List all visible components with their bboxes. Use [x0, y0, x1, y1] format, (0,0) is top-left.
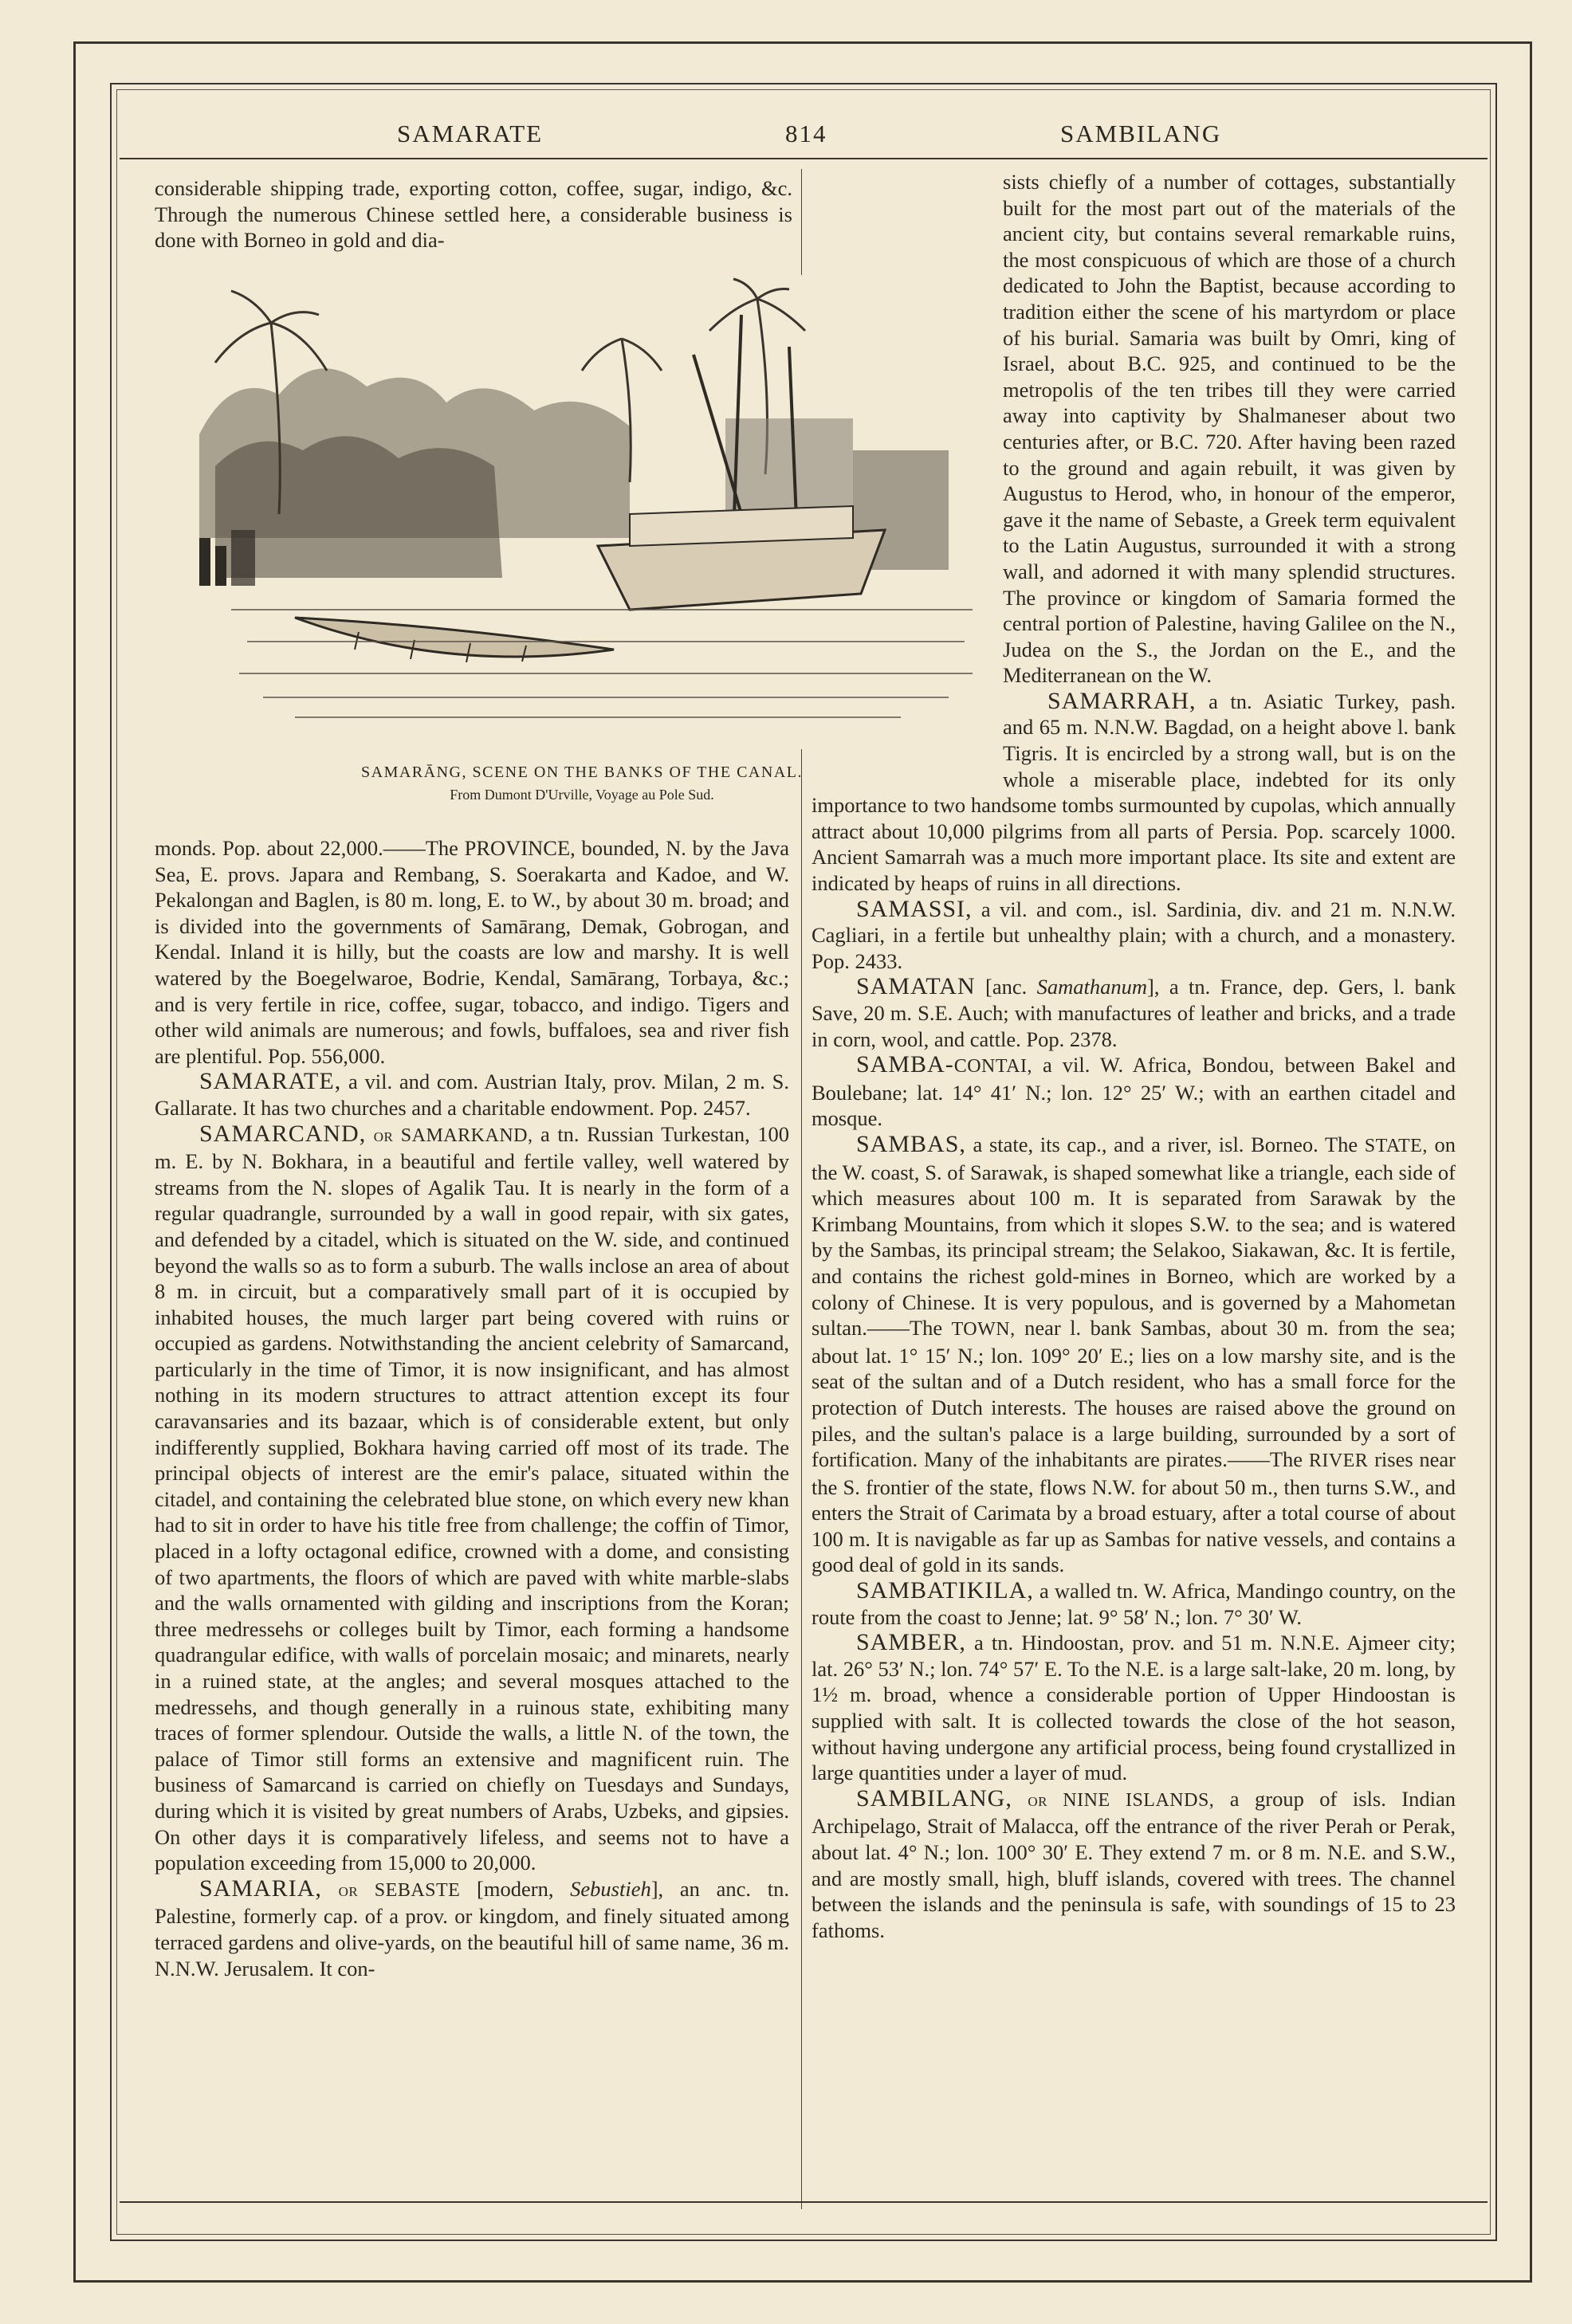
headword-sambilang: SAMBILANG, [856, 1784, 1012, 1812]
samatan-text: , a tn. France, dep. Gers, l. bank Save, 20 m. S.E. Auch; with manufactures of leather and bricks, and a trade in corn, wool, and cattle. Pop. 2378. [812, 975, 1456, 1051]
left-column-body [155, 835, 789, 1981]
headword-samarcand: SAMARCAND, [199, 1120, 367, 1147]
samaria-text: Palestine, formerly cap. of a prov. or kingdom, and finely situated among terraced gardens and olive-yards, on the beautiful hill of same name, 36 m. N.N.W. Jerusalem. It con- [155, 1904, 789, 1981]
samber-text: a tn. Hindoostan, prov. and 51 m. N.N.E. Ajmeer city; lat. 26° 53′ N.; lon. 74° 57′ E. To the N.E. is a large salt-lake, 20 m. long, by 1½ m. broad, whence a considerable portion of Upper Hindoostan is supplied with salt. It is collected towards the close of the hot season, without having undergone any artificial process, being found crystallized in large quantities under a layer of mud. [812, 1631, 1456, 1785]
sambas-text-a: a state, its cap., and a river, isl. Borneo. The [965, 1132, 1365, 1156]
sambas-text-c: near l. bank Sambas, about 30 m. from the sea; about lat. 1° 15′ N.; lon. 109° 20′ E.; lies on a low marshy site, and is the seat of the sultan and of a Dutch resident, who has a small force for the protection of Dutch interests. The houses are raised above the ground on piles, and the sultan's palace is a large building, surrounded by a sort of fortification. Many of the inhabitants are pirates.——The [812, 1316, 1456, 1472]
headword-samarrah: SAMARRAH, [1047, 687, 1197, 714]
samarrah-text: a tn. Asiatic Turkey, pash. and 65 m. N.N.W. Bagdad, on a height above l. bank Tigris. It is encircled by a strong wall, but is on the whole a miserable place, indebted for its only importance to two handsome tombs surmounted by cupolas, which annually attract about 10,000 pilgrims from all parts of Persia. Pop. scarcely 1000. Ancient Samarrah was a much more important place. Its site and extent are indicated by heaps of ruins in all directions. [812, 689, 1456, 896]
samatan-ancient-name: Samathanum [1036, 975, 1148, 999]
entry-samarcand [155, 1121, 789, 1876]
page-number: 814 [785, 120, 827, 147]
right-column-body [812, 169, 1456, 1943]
headword-samatan: SAMATAN [856, 973, 976, 1000]
sambas-text-d: rises near the S. frontier of the state, flows N.W. for about 50 m., then turns S.W., and enters the Strait of Carimata by a broad estuary, after a total course of about 100 m. It is navigable as far up as Sambas for native vessels, and contains a good deal of gold in its sands. [812, 1447, 1456, 1577]
samarang-province-text: monds. Pop. about 22,000.——The PROVINCE, bounded, N. by the Java Sea, E. provs. Japara and Rembang, S. Soerakarta and Kadoe, and W. Pekalongan and Baglen, is 80 m. long, E. to W., by about 30 m. broad; and is divided into the governments of Samārang, Demak, Gobrogan, and Kendal. Inland it is hilly, but the coasts are low and marshy. It is well watered by the Boegelwaroe, Bodrie, Kendal, Samārang, Torbaya, &c.; and is very fertile in rice, coffee, sugar, tobacco, and indigo. Tigers and other wild animals are numerous; and fowls, buffaloes, sea and river fish are plentiful. Pop. 556,000. [155, 836, 789, 1068]
entry-sambas [812, 1132, 1456, 1578]
headword-samaria: SAMARIA, [199, 1875, 322, 1902]
sambas-state-label: STATE, [1364, 1135, 1428, 1156]
headword-samassi: SAMASSI, [856, 895, 973, 922]
sambilang-text: a group of isls. Indian Archipelago, Strait of Malacca, off the entrance of the river Perah or Perak, about lat. 4° N.; lon. 100° 30′ E. They extend 7 m. or 8 m. N.E. and S.W., and are mostly small, high, bluff islands, covered with trees. The channel between the islands and the peninsula is safe, with soundings of 15 to 23 fathoms. [812, 1786, 1456, 1942]
caption-source: From Dumont D'Urville, Voyage au Pole Sud. [450, 787, 714, 803]
entry-samassi [812, 897, 1456, 975]
sambatikila-text: a walled tn. W. Africa, Mandingo country, on the route from the coast to Jenne; lat. 9° 58′ N.; lon. 7° 30′ W. [812, 1579, 1456, 1629]
entry-samaria: SAMARIA, or SEBASTE [modern, Sebustieh], an anc. tn. Palestine, formerly cap. of a prov. or kingdom, and finely situated among terraced gardens and olive-yards, on the beautiful hill of same name, 36 m. N.N.W. Jerusalem. It con- [155, 1875, 789, 1981]
entry-sambilang [812, 1786, 1456, 1944]
entry-sambatikila [812, 1578, 1456, 1630]
header-right-word: SAMBILANG [1060, 120, 1222, 147]
left-column-intro [155, 175, 792, 253]
headword-samba: SAMBA- [856, 1051, 954, 1078]
header-left-word: SAMARATE [397, 120, 544, 147]
header-rule [120, 158, 1488, 159]
sambas-river-label: RIVER [1308, 1451, 1369, 1472]
headword-samber: SAMBER, [856, 1629, 966, 1656]
headword-sambatikila: SAMBATIKILA, [856, 1577, 1034, 1604]
samba-text: a vil. W. Africa, Bondou, between Bakel and Boulebane; lat. 14° 41′ N.; lon. 12° 25′ W.; with an earthen citadel and mosque. [812, 1053, 1456, 1131]
headword-sambas: SAMBAS, [856, 1130, 966, 1157]
entry-samber [812, 1630, 1456, 1786]
sambas-text-b: on the W. coast, S. of Sarawak, is shaped somewhat like a triangle, each side of which measures about 100 m. It is separated from Sarawak by the Krimbang Mountains, from which it slopes S.W. to the sea; and is watered by the Sambas, its principal stream; the Selakoo, Siakawan, &c. It is fertile, and contains the richest gold-mines in Borneo, which are worked by a colony of Chinese. It is very populous, and is governed by a Mahometan sultan.——The [812, 1132, 1456, 1341]
samaria-continued-text: sists chiefly of a number of cottages, substantially built for the most part out of the materials of the ancient city, but contains several remarkable ruins, the most conspicuous of which are those of a church dedicated to John the Baptist, because according to tradition either the scene of his martyrdom or place of his burial. Samaria was built by Omri, king of Israel, about B.C. 925, and continued to be the metropolis of the ten tribes till they were carried away into captivity by Shalmaneser about two centuries after, or B.C. 720. After having been razed to the ground and again rebuilt, it was given by Augustus to Herod, who, in honour of the emperor, gave it the name of Sebaste, a Greek term equivalent to the Latin Augustus, surrounded it with a strong wall, and adorned it with many splendid structures. The province or kingdom of Samaria formed the central portion of Palestine, having Galilee on the N., Judea on the S., the Jordan on the E., and the Mediterranean on the W. [1003, 170, 1456, 688]
headword-contai: CONTAI, [953, 1056, 1032, 1078]
entry-samarate [155, 1069, 789, 1121]
sambas-town-label: TOWN, [951, 1319, 1016, 1341]
intro-text: considerable shipping trade, exporting cotton, coffee, sugar, indigo, &c. Through the numerous Chinese settled here, a considerable business is done with Borneo in gold and dia- [155, 176, 792, 253]
caption-title: SAMARĀNG, SCENE ON THE BANKS OF THE CANAL. [361, 764, 803, 781]
footer-rule [120, 2201, 1488, 2203]
headword-samarate: SAMARATE, [199, 1068, 342, 1095]
samarate-text: a vil. and com. Austrian Italy, prov. Milan, 2 m. S. Gallarate. It has two churches and a charitable endowment. Pop. 2457. [155, 1070, 789, 1120]
samarcand-alt-name: or SAMARKAND, [373, 1125, 533, 1146]
figure-wrap-space [812, 169, 1003, 783]
samaria-modern-name: Sebustieh [570, 1876, 651, 1901]
running-header [120, 112, 1488, 151]
samassi-text: a vil. and com., isl. Sardinia, div. and 21 m. N.N.W. Cagliari, in a fertile but unhealthy plain; with a church, and a monastery. Pop. 2433. [812, 897, 1456, 973]
entry-samba-contai [812, 1052, 1456, 1132]
sambilang-alt-name: or NINE ISLANDS, [1028, 1789, 1215, 1811]
samarcand-text: a tn. Russian Turkestan, 100 m. E. by N. Bokhara, in a beautiful and fertile valley, well watered by streams from the N. slopes of Agalik Tau. It is nearly in the form of a regular quadrangle, surrounded by a wall in good repair, with six gates, and defended by a citadel, which is situated on the W. side, and continued beyond the walls so as to form a suburb. The walls inclose an area of about 8 m. in circuit, but a comparatively small part of it is occupied by inhabited houses, the much larger part being covered with ruins or occupied as gardens. Notwithstanding the ancient celebrity of Samarcand, particularly in the time of Timor, it is now insignificant, and has almost nothing in its modern structures to attract attention except its four caravansaries and its bazaar, which is of considerable extent, but only indifferently supplied, Bokhara having carried off most of its trade. The principal objects of interest are the emir's palace, situated within the citadel, and containing the celebrated blue stone, on which every new khan had to sit in order to have his title free from challenge; the coffin of Timor, placed in a lofty octagonal edifice, crowned with a dome, and consisting of two apartments, the floors of which are paved with white marble-slabs and the walls ornamented with gilding and inscriptions from the Koran; three medressehs or colleges built by Timor, each forming a handsome quadrangular edifice, with walls of porcelain mosaic; and minarets, nearly in a ruined state, at the angles; and several mosques attached to the medressehs, and though generally in a ruinous state, exhibiting many traces of former splendour. Outside the walls, a little N. of the town, the palace of Timor still forms an extensive and magnificent ruin. The business of Samarcand is carried on chiefly on Tuesdays and Sundays, during which it is visited by great numbers of Arabs, Uzbeks, and gipsies. On other days it is comparatively lifeless, and seems not to have a population exceeding from 15,000 to 20,000. [155, 1121, 790, 1875]
entry-samatan: SAMATAN [anc. Samathanum], a tn. France, dep. Gers, l. bank Save, 20 m. S.E. Auch; with manufactures of leather and bricks, and a trade in corn, wool, and cattle. Pop. 2378. [812, 973, 1456, 1051]
samaria-alt-name: or SEBASTE [338, 1879, 461, 1901]
